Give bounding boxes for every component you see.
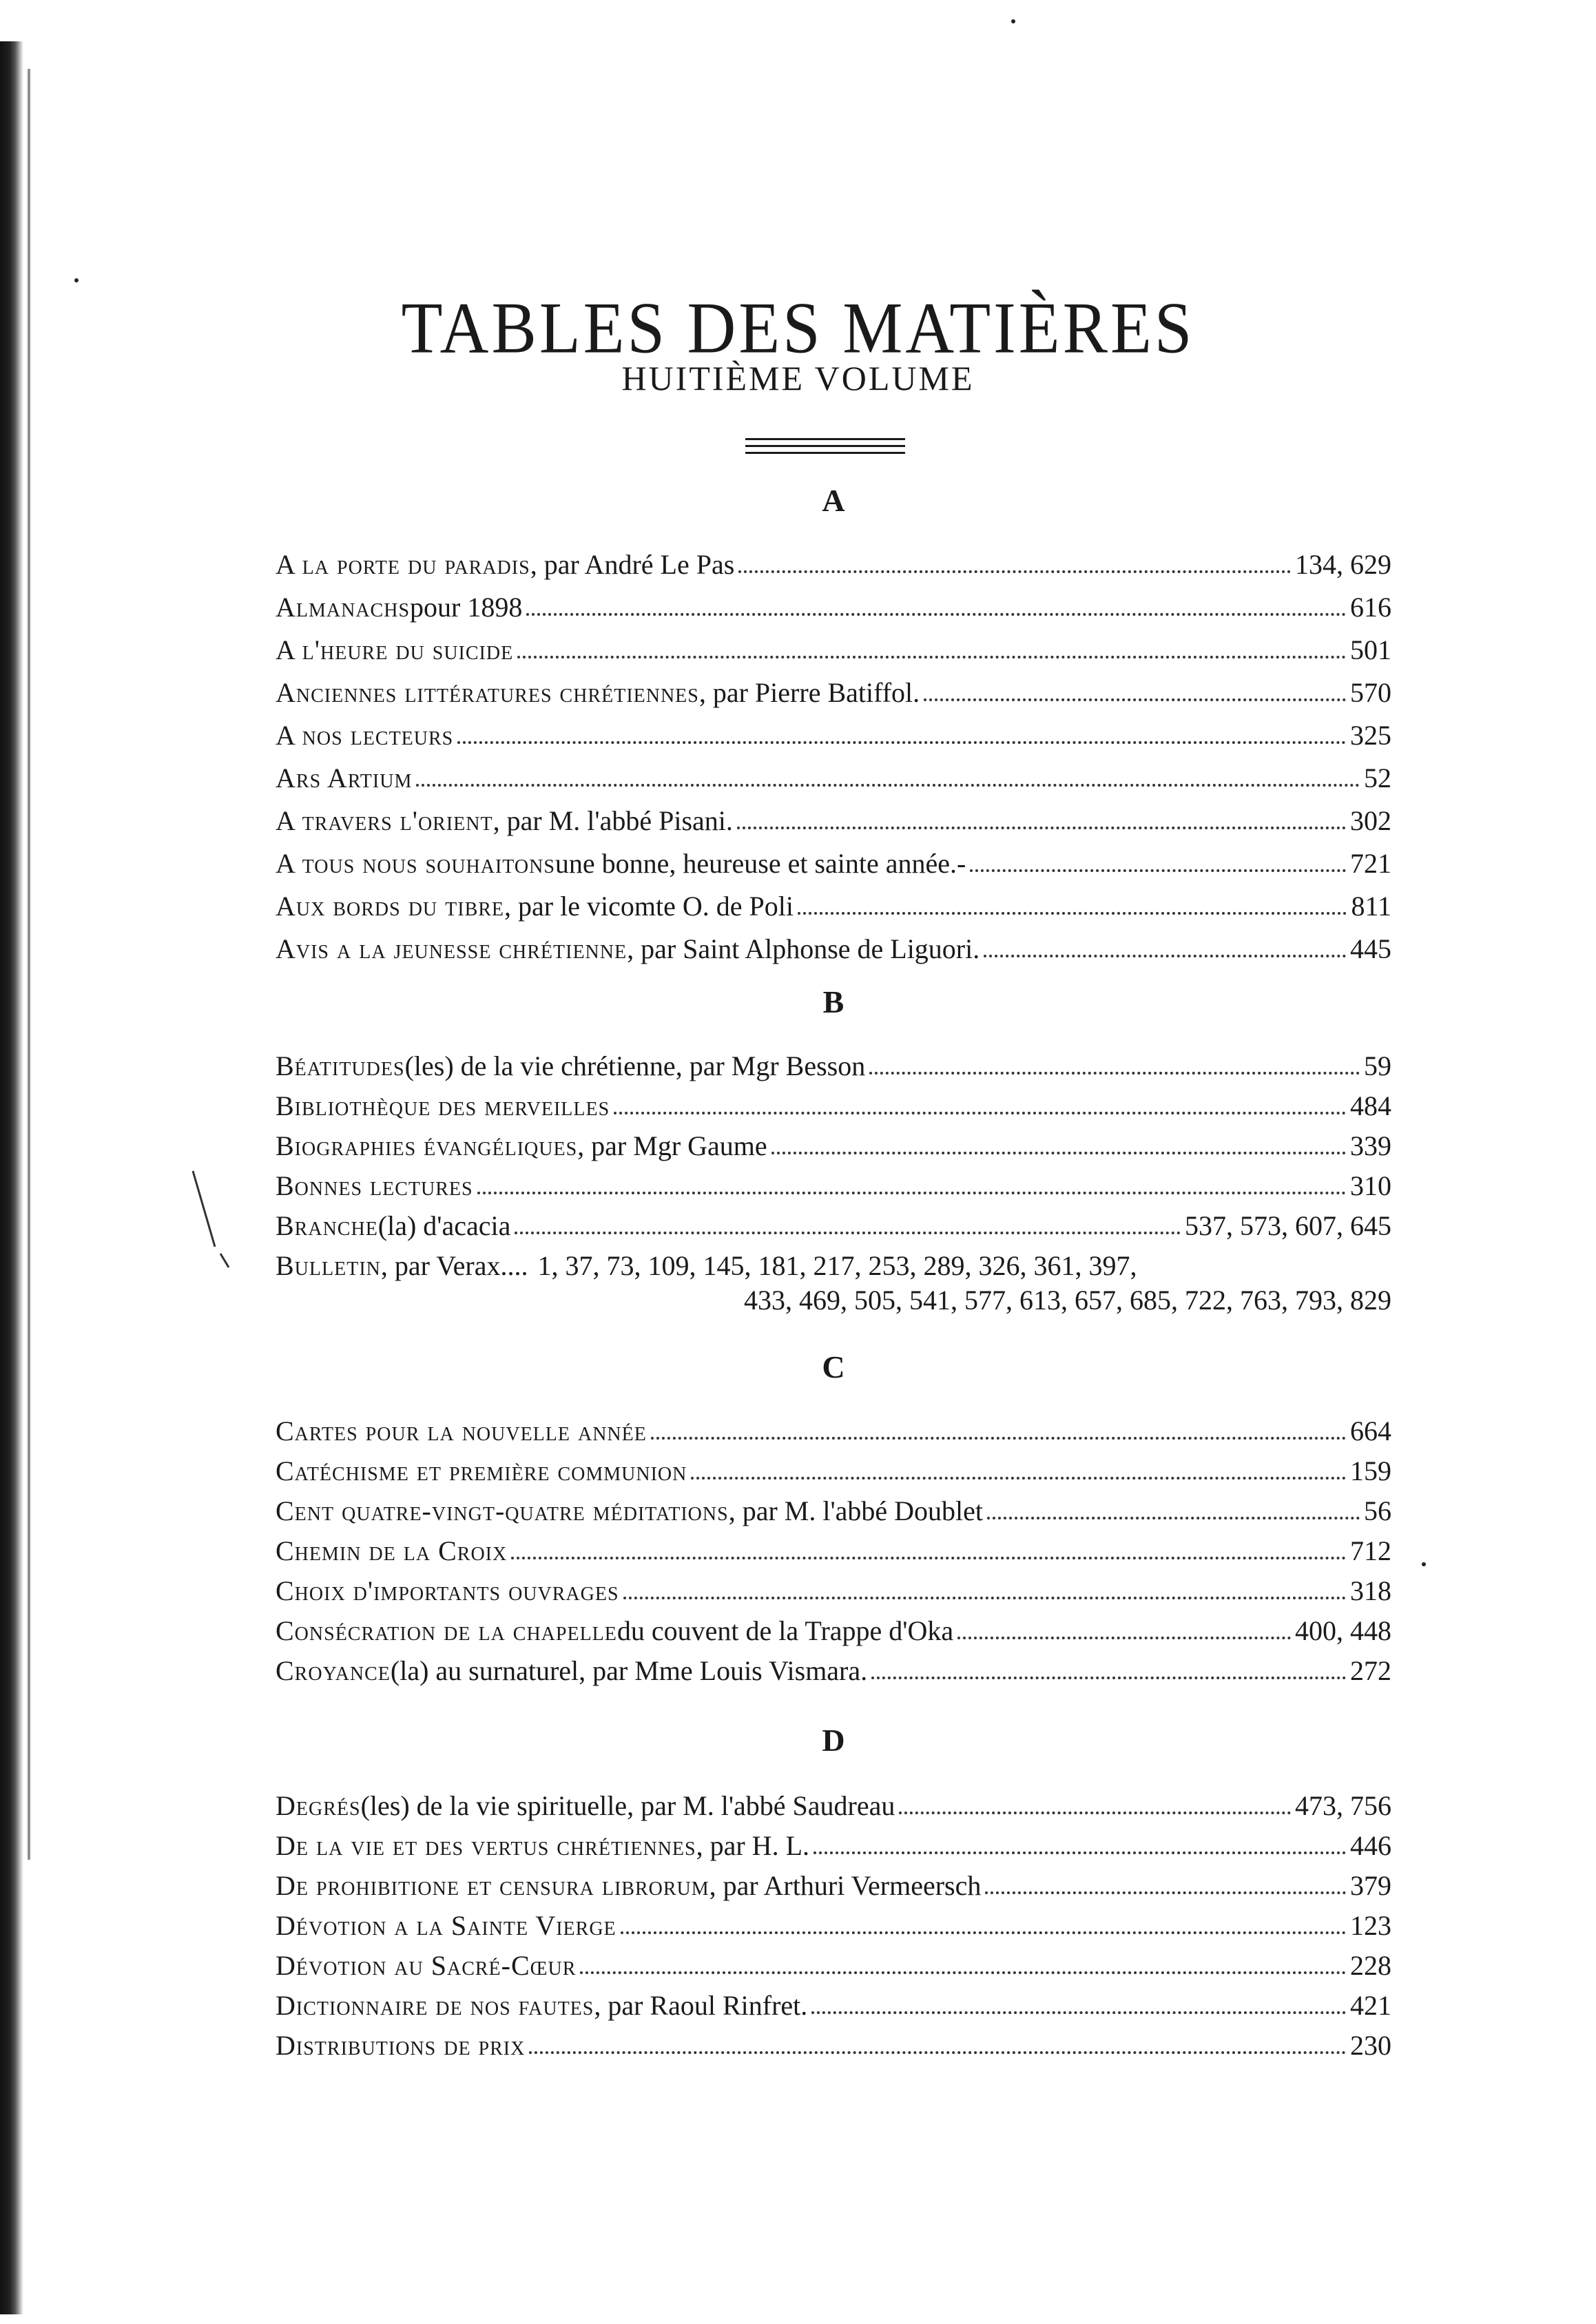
entry-author: (la) d'acacia bbox=[377, 1210, 511, 1241]
entry-title: Bonnes lectures bbox=[276, 1170, 473, 1201]
entry-title: Degrés bbox=[276, 1790, 361, 1821]
toc-entry[interactable] bbox=[276, 715, 1391, 756]
section-letter-d: D bbox=[822, 1723, 845, 1758]
section-letter-c: C bbox=[822, 1349, 845, 1384]
entry-pages: 501 bbox=[1350, 634, 1391, 665]
entry-pages: 721 bbox=[1350, 848, 1391, 879]
toc-entry[interactable] bbox=[276, 886, 1391, 927]
entry-author: , par Pierre Batiffol. bbox=[698, 677, 920, 708]
entry-pages: 537, 573, 607, 645 bbox=[1185, 1210, 1391, 1241]
entry-author: , par Arthuri Vermeersch bbox=[709, 1870, 982, 1901]
dot-leader bbox=[738, 570, 1291, 573]
dot-leader bbox=[526, 613, 1346, 616]
entry-pages: 570 bbox=[1350, 677, 1391, 708]
entry-pages: 445 bbox=[1350, 933, 1391, 964]
dot-leader bbox=[529, 2051, 1346, 2054]
entry-pages: 712 bbox=[1350, 1535, 1391, 1566]
entry-pages: 302 bbox=[1350, 805, 1391, 836]
entry-pages: 272 bbox=[1350, 1655, 1391, 1686]
entry-title: Consécration de la chapelle bbox=[276, 1615, 617, 1646]
title-rule bbox=[745, 452, 905, 454]
toc-entry[interactable] bbox=[276, 1825, 1391, 1867]
toc-entry[interactable] bbox=[276, 544, 1391, 585]
entry-pages: 484 bbox=[1350, 1090, 1391, 1121]
toc-entry[interactable] bbox=[276, 1165, 1391, 1207]
dot-leader bbox=[871, 1677, 1346, 1679]
dot-leader bbox=[811, 2011, 1346, 2014]
toc-entry[interactable] bbox=[276, 1785, 1391, 1827]
dot-leader bbox=[614, 1112, 1346, 1114]
toc-entry[interactable] bbox=[276, 1945, 1391, 1986]
dot-leader bbox=[515, 1232, 1181, 1234]
toc-entry[interactable] bbox=[276, 1531, 1391, 1572]
entry-pages: 446 bbox=[1350, 1830, 1391, 1861]
dot-leader bbox=[737, 827, 1346, 829]
dot-leader bbox=[651, 1437, 1346, 1440]
entry-author: du couvent de la Trappe d'Oka bbox=[616, 1615, 954, 1646]
entry-author: , par M. l'abbé Doublet bbox=[728, 1495, 984, 1526]
section-letter-b: B bbox=[822, 984, 844, 1019]
entry-pages: 616 bbox=[1350, 592, 1391, 623]
page-title: TABLES DES MATIÈRES bbox=[401, 288, 1195, 369]
title-rule bbox=[745, 438, 905, 440]
toc-entry[interactable] bbox=[276, 843, 1391, 884]
entry-pages: 379 bbox=[1350, 1870, 1391, 1901]
toc-entry[interactable] bbox=[276, 1451, 1391, 1492]
entry-title: A la porte du paradis bbox=[276, 549, 530, 580]
entry-title: Branche bbox=[276, 1210, 378, 1241]
entry-pages: 134, 629 bbox=[1295, 549, 1391, 580]
entry-author: pour 1898 bbox=[410, 592, 523, 623]
toc-entry[interactable] bbox=[276, 2025, 1391, 2066]
toc-entry[interactable] bbox=[276, 1985, 1391, 2026]
dot-leader bbox=[580, 1971, 1346, 1974]
pencil-mark-icon bbox=[187, 1164, 236, 1274]
entry-title: Ars Artium bbox=[276, 762, 413, 793]
entry-pages: 339 bbox=[1350, 1130, 1391, 1161]
toc-entry[interactable] bbox=[276, 1610, 1391, 1652]
toc-entry[interactable] bbox=[276, 1086, 1391, 1127]
toc-entry[interactable] bbox=[276, 630, 1391, 671]
entry-pages: 123 bbox=[1350, 1910, 1391, 1941]
toc-entry[interactable] bbox=[276, 758, 1391, 799]
toc-entry[interactable] bbox=[276, 1411, 1391, 1452]
entry-author: , par le vicomte O. de Poli bbox=[504, 891, 794, 922]
entry-title: Béatitudes bbox=[276, 1050, 405, 1081]
dot-leader bbox=[985, 1891, 1346, 1894]
entry-pages: 59 bbox=[1364, 1050, 1391, 1081]
entry-author: (les) de la vie spirituelle, par M. l'abbé Saudreau bbox=[360, 1790, 895, 1821]
entry-title: Dévotion a la Sainte Vierge bbox=[276, 1910, 616, 1941]
dot-leader bbox=[984, 955, 1346, 957]
entry-pages: 811 bbox=[1351, 891, 1391, 922]
toc-entry[interactable] bbox=[276, 1905, 1391, 1947]
dot-leader bbox=[691, 1477, 1346, 1480]
entry-pages: 159 bbox=[1350, 1455, 1391, 1486]
toc-entry[interactable] bbox=[276, 1570, 1391, 1612]
entry-author: , par M. l'abbé Pisani. bbox=[493, 805, 733, 836]
entry-title: A travers l'orient bbox=[276, 805, 493, 836]
entry-pages: 230 bbox=[1350, 2030, 1391, 2061]
entry-title: Dévotion au Sacré-Cœur bbox=[276, 1950, 577, 1981]
entry-pages: 318 bbox=[1350, 1575, 1391, 1606]
entry-title: Cent quatre-vingt-quatre méditations bbox=[276, 1495, 729, 1526]
entry-author: (la) au surnaturel, par Mme Louis Vismara. bbox=[390, 1655, 868, 1686]
entry-author: une bonne, heureuse et sainte année.- bbox=[555, 848, 966, 879]
toc-entry[interactable] bbox=[276, 1046, 1391, 1087]
entry-pages: 56 bbox=[1364, 1495, 1391, 1526]
dot-leader bbox=[924, 698, 1346, 701]
dot-leader bbox=[899, 1812, 1291, 1814]
entry-title: Dictionnaire de nos fautes bbox=[276, 1990, 594, 2021]
entry-title: Cartes pour la nouvelle année bbox=[276, 1415, 647, 1446]
dot-leader bbox=[771, 1152, 1346, 1154]
entry-author: , par Mgr Gaume bbox=[577, 1130, 767, 1161]
ink-speck bbox=[1422, 1562, 1426, 1566]
entry-title: Avis a la jeunesse chrétienne bbox=[276, 933, 628, 964]
dot-leader bbox=[517, 656, 1346, 658]
entry-pages: 52 bbox=[1364, 762, 1391, 793]
dot-leader bbox=[869, 1072, 1360, 1075]
entry-title: A tous nous souhaitons bbox=[276, 848, 555, 879]
entry-pages: 400, 448 bbox=[1295, 1615, 1391, 1646]
entry-pages: 310 bbox=[1350, 1170, 1391, 1201]
entry-author: , par André Le Pas bbox=[530, 549, 735, 580]
entry-title: Catéchisme et première communion bbox=[276, 1455, 687, 1486]
toc-entry[interactable] bbox=[276, 800, 1391, 842]
dot-leader bbox=[987, 1517, 1360, 1519]
section-letter-a: A bbox=[822, 483, 845, 518]
volume-subtitle: HUITIÈME VOLUME bbox=[621, 359, 975, 397]
entry-pages: 421 bbox=[1350, 1990, 1391, 2021]
dot-leader bbox=[623, 1597, 1346, 1599]
toc-entry[interactable] bbox=[276, 1205, 1391, 1247]
ink-speck bbox=[74, 278, 79, 282]
toc-entry[interactable] bbox=[276, 928, 1391, 970]
entry-title: Almanachs bbox=[276, 592, 411, 623]
entry-author: , par Raoul Rinfret. bbox=[594, 1990, 808, 2021]
dot-leader bbox=[813, 1851, 1346, 1854]
entry-pages-continued: 433, 469, 505, 541, 577, 613, 657, 685, 722, 763, 793, 829 bbox=[744, 1285, 1391, 1316]
entry-title: Choix d'importants ouvrages bbox=[276, 1575, 619, 1606]
dot-leader bbox=[511, 1557, 1346, 1559]
toc-entry[interactable] bbox=[276, 587, 1391, 628]
dot-leader bbox=[477, 1192, 1346, 1194]
dot-leader bbox=[798, 912, 1347, 915]
dot-leader bbox=[621, 1931, 1346, 1934]
toc-entry[interactable] bbox=[276, 1865, 1391, 1907]
entry-title: Croyance bbox=[276, 1655, 391, 1686]
toc-entry[interactable] bbox=[276, 1650, 1391, 1692]
entry-title: A l'heure du suicide bbox=[276, 634, 514, 665]
entry-title: De la vie et des vertus chrétiennes bbox=[276, 1830, 696, 1861]
toc-entry[interactable] bbox=[276, 672, 1391, 714]
entry-title: Biographies évangéliques bbox=[276, 1130, 578, 1161]
entry-title: Aux bords du tibre bbox=[276, 891, 505, 922]
entry-title: De prohibitione et censura librorum bbox=[276, 1870, 709, 1901]
entry-pages: 325 bbox=[1350, 720, 1391, 751]
dot-leader bbox=[970, 869, 1346, 872]
entry-pages: 228 bbox=[1350, 1950, 1391, 1981]
entry-author: (les) de la vie chrétienne, par Mgr Besson bbox=[404, 1050, 866, 1081]
entry-pages: 1, 37, 73, 109, 145, 181, 217, 253, 289, 326, 361, 397, bbox=[537, 1250, 1137, 1281]
dot-leader bbox=[416, 784, 1360, 787]
toc-entry[interactable] bbox=[276, 1125, 1391, 1167]
entry-title: A nos lecteurs bbox=[276, 720, 454, 751]
entry-author: , par H. L. bbox=[696, 1830, 810, 1861]
entry-title: Distributions de prix bbox=[276, 2030, 526, 2061]
entry-author: , par Verax.... bbox=[380, 1250, 528, 1281]
title-rule bbox=[745, 445, 905, 447]
ink-speck bbox=[1011, 19, 1015, 23]
entry-title: Bulletin bbox=[276, 1250, 381, 1281]
toc-entry[interactable] bbox=[276, 1491, 1391, 1532]
entry-pages: 473, 756 bbox=[1295, 1790, 1391, 1821]
entry-title: Bibliothèque des merveilles bbox=[276, 1090, 610, 1121]
entry-pages: 664 bbox=[1350, 1415, 1391, 1446]
dot-leader bbox=[957, 1637, 1291, 1639]
dot-leader bbox=[457, 741, 1346, 744]
entry-title: Anciennes littératures chrétiennes bbox=[276, 677, 699, 708]
entry-title: Chemin de la Croix bbox=[276, 1535, 508, 1566]
entry-author: , par Saint Alphonse de Liguori. bbox=[627, 933, 980, 964]
